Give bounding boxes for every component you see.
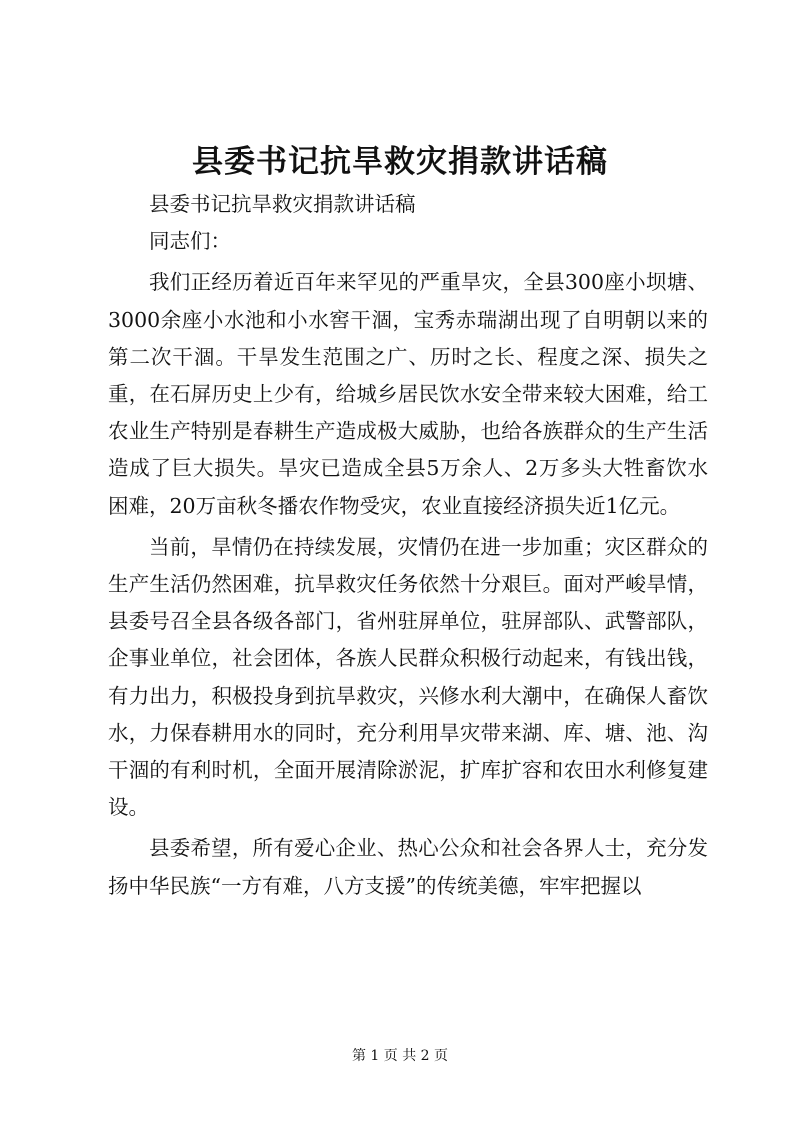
paragraph-2: 当前，旱情仍在持续发展，灾情仍在进一步加重；灾区群众的生产生活仍然困难，抗旱救灾任务依然十分艰巨。面对严峻旱情，县委号召全县各级各部门，省州驻屏单位，驻屏部队、武警部队，企事业单位，社会团体，各族人民群众积极行动起来，有钱出钱，有力出力，积极投身到抗旱救灾，兴修水利大潮中，在确保人畜饮水，力保春耕用水的同时，充分利用旱灾带来湖、库、塘、池、沟干涸的有利时机，全面开展清除淤泥，扩库扩容和农田水利修复建设。 [108,534,708,820]
salutation-line: 同志们： [149,229,231,254]
document-body [108,186,708,905]
paragraph-1: 我们正经历着近百年来罕见的严重旱灾，全县300座小坝塘、3000余座小水池和小水窖干涸，宝秀赤瑞湖出现了自明朝以来的第二次干涸。干旱发生范围之广、历时之长、程度之深、损失之重，在石屏历史上少有，给城乡居民饮水安全带来较大困难，给工农业生产特别是春耕生产造成极大威胁，也给各族群众的生产生活造成了巨大损失。旱灾已造成全县5万余人、2万多头大牲畜饮水困难，20万亩秋冬播农作物受灾，农业直接经济损失近1亿元。 [108,270,708,518]
paragraph-3: 县委希望，所有爱心企业、热心公众和社会各界人士，充分发扬中华民族“一方有难，八方支援”的传统美德，牢牢把握以 [108,836,708,898]
subtitle-line: 县委书记抗旱救灾捐款讲话稿 [149,192,416,216]
page-footer: 第 1 页 共 2 页 [351,1048,449,1064]
document-title: 县委书记抗旱救灾捐款讲话稿 [192,144,608,180]
